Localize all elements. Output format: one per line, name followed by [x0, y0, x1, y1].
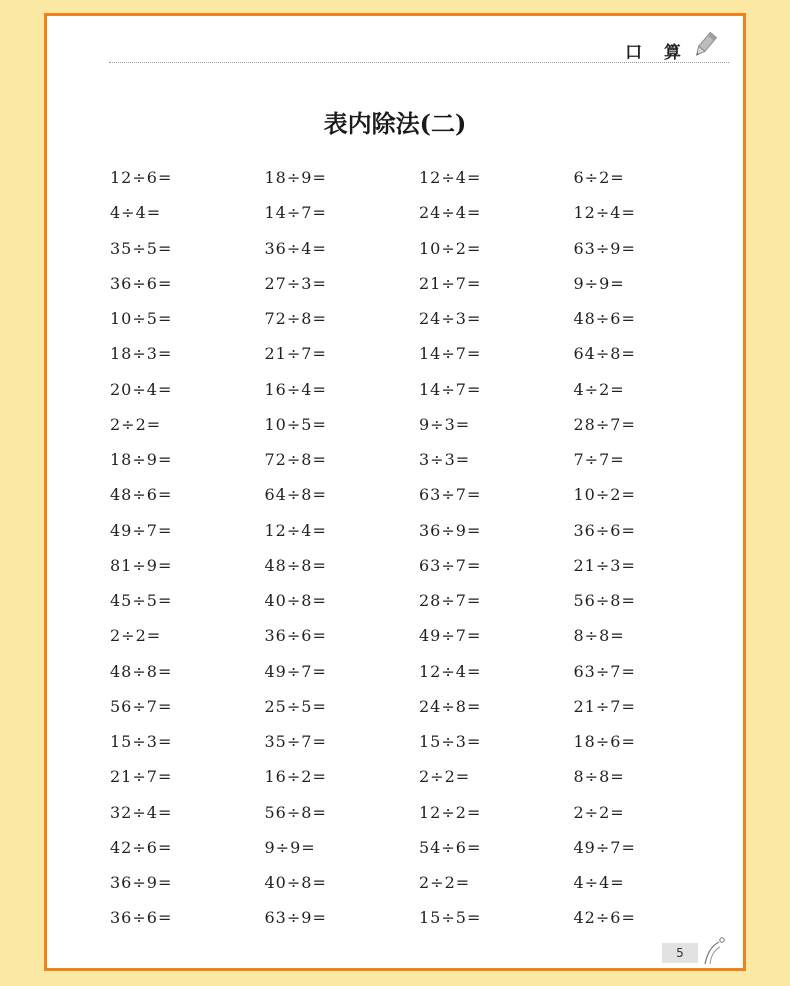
- problem-item: 48÷8=: [264, 555, 327, 575]
- problem-item: 9÷3=: [419, 414, 471, 434]
- problem-item: 63÷9=: [573, 238, 636, 258]
- problem-item: 4÷2=: [573, 379, 625, 399]
- problem-item: 2÷2=: [110, 414, 162, 434]
- page-number: 5: [662, 943, 698, 963]
- problem-item: 24÷3=: [419, 309, 482, 328]
- problem-item: 6÷2=: [573, 168, 625, 187]
- problem-item: 56÷8=: [573, 591, 636, 610]
- problem-item: 4÷4=: [573, 873, 625, 892]
- problem-grid: [110, 163, 730, 939]
- problem-item: 3÷3=: [419, 450, 471, 469]
- problem-item: 27÷3=: [264, 273, 327, 293]
- problem-item: 28÷7=: [573, 414, 636, 434]
- problem-item: 81÷9=: [110, 555, 173, 575]
- problem-item: 42÷6=: [110, 837, 173, 857]
- problem-item: 12÷4=: [264, 520, 327, 540]
- problem-item: 10÷5=: [110, 309, 173, 328]
- problem-item: 49÷7=: [419, 626, 482, 646]
- problem-item: 18÷9=: [110, 450, 173, 469]
- problem-item: 2÷2=: [110, 626, 162, 646]
- problem-item: 24÷8=: [419, 696, 482, 716]
- problem-item: 49÷7=: [110, 520, 173, 540]
- problem-item: 9÷9=: [264, 837, 316, 857]
- problem-item: 63÷7=: [573, 661, 636, 681]
- worksheet-page: [44, 13, 746, 971]
- problem-item: 40÷8=: [264, 591, 327, 610]
- swirl-icon: [701, 936, 727, 966]
- problem-item: 21÷7=: [110, 767, 173, 787]
- problem-item: 10÷2=: [573, 485, 636, 505]
- problem-item: 42÷6=: [573, 908, 636, 928]
- problem-item: 36÷6=: [264, 626, 327, 646]
- problem-item: 21÷7=: [573, 696, 636, 716]
- problem-item: 48÷6=: [573, 309, 636, 328]
- problem-item: 36÷9=: [110, 873, 173, 892]
- problem-item: 16÷2=: [264, 767, 327, 787]
- problem-item: 14÷7=: [419, 379, 482, 399]
- problem-item: 16÷4=: [264, 379, 327, 399]
- problem-item: 10÷2=: [419, 238, 482, 258]
- page-header: [109, 38, 729, 63]
- problem-item: 64÷8=: [573, 344, 636, 364]
- problem-item: 15÷5=: [419, 908, 482, 928]
- problem-item: 7÷7=: [573, 450, 625, 469]
- problem-item: 63÷7=: [419, 555, 482, 575]
- problem-item: 8÷8=: [573, 626, 625, 646]
- problem-item: 48÷8=: [110, 661, 173, 681]
- worksheet-title: 表内除法(二): [323, 109, 467, 138]
- problem-item: 48÷6=: [110, 485, 173, 505]
- problem-item: 63÷9=: [264, 908, 327, 928]
- problem-item: 36÷9=: [419, 520, 482, 540]
- problem-item: 2÷2=: [419, 767, 471, 787]
- problem-item: 12÷4=: [573, 203, 636, 223]
- problem-item: 15÷3=: [110, 732, 173, 751]
- problem-item: 18÷6=: [573, 732, 636, 751]
- problem-item: 32÷4=: [110, 802, 173, 822]
- problem-item: 18÷3=: [110, 344, 173, 364]
- problem-item: 35÷5=: [110, 238, 173, 258]
- problem-item: 20÷4=: [110, 379, 173, 399]
- problem-item: 36÷6=: [110, 273, 173, 293]
- problem-item: 36÷6=: [573, 520, 636, 540]
- problem-item: 21÷7=: [419, 273, 482, 293]
- problem-item: 28÷7=: [419, 591, 482, 610]
- problem-item: 12÷2=: [419, 802, 482, 822]
- problem-item: 14÷7=: [419, 344, 482, 364]
- problem-item: 54÷6=: [419, 837, 482, 857]
- problem-item: 56÷8=: [264, 802, 327, 822]
- problem-item: 72÷8=: [264, 309, 327, 328]
- problem-item: 12÷4=: [419, 168, 482, 187]
- problem-item: 35÷7=: [264, 732, 327, 751]
- problem-item: 49÷7=: [573, 837, 636, 857]
- problem-item: 36÷4=: [264, 238, 327, 258]
- problem-item: 21÷7=: [264, 344, 327, 364]
- problem-item: 8÷8=: [573, 767, 625, 787]
- problem-item: 56÷7=: [110, 696, 173, 716]
- problem-item: 2÷2=: [419, 873, 471, 892]
- problem-item: 2÷2=: [573, 802, 625, 822]
- problem-item: 18÷9=: [264, 168, 327, 187]
- problem-item: 15÷3=: [419, 732, 482, 751]
- problem-item: 12÷6=: [110, 168, 173, 187]
- problem-item: 36÷6=: [110, 908, 173, 928]
- problem-item: 64÷8=: [264, 485, 327, 505]
- problem-item: 9÷9=: [573, 273, 625, 293]
- header-label: 口 算: [625, 43, 689, 63]
- pencil-icon: [693, 30, 717, 60]
- problem-item: 49÷7=: [264, 661, 327, 681]
- problem-item: 10÷5=: [264, 414, 327, 434]
- problem-item: 40÷8=: [264, 873, 327, 892]
- problem-item: 25÷5=: [264, 696, 327, 716]
- problem-item: 72÷8=: [264, 450, 327, 469]
- problem-item: 45÷5=: [110, 591, 173, 610]
- problem-item: 12÷4=: [419, 661, 482, 681]
- problem-item: 21÷3=: [573, 555, 636, 575]
- problem-item: 24÷4=: [419, 203, 482, 223]
- problem-item: 63÷7=: [419, 485, 482, 505]
- problem-item: 4÷4=: [110, 203, 162, 223]
- problem-item: 14÷7=: [264, 203, 327, 223]
